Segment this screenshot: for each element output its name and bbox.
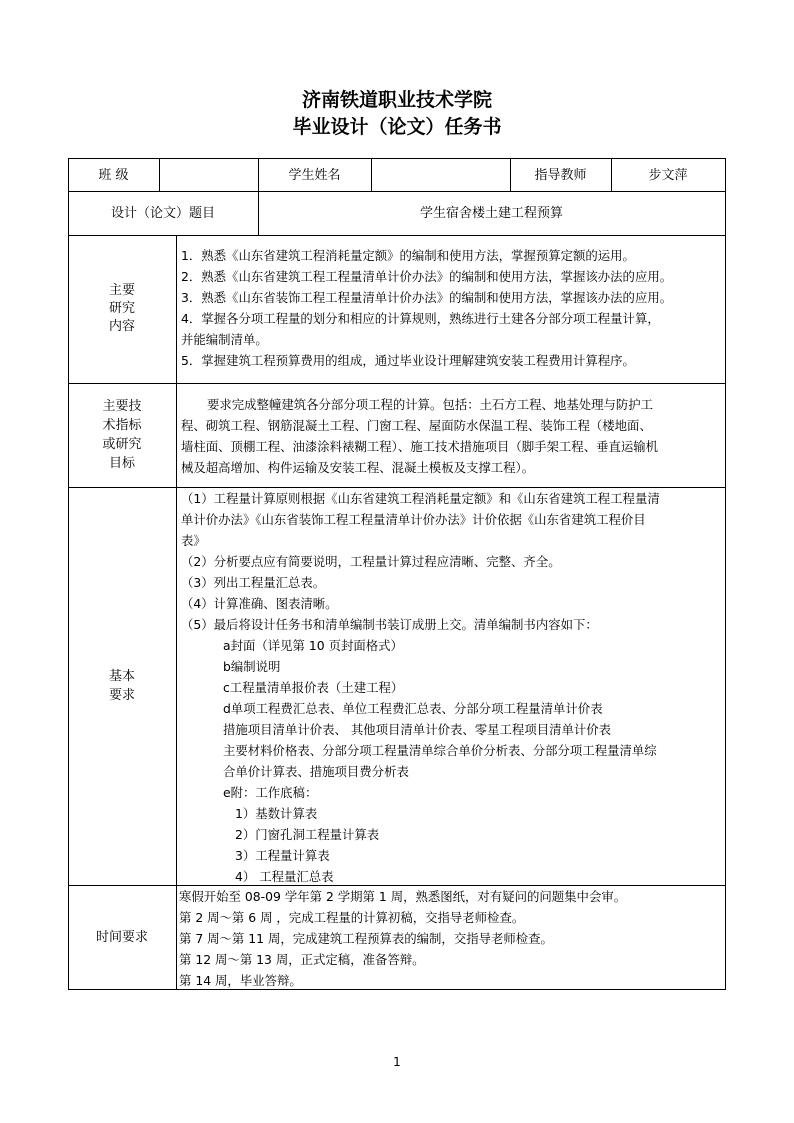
content-line: c工程量清单报价表（土建工程） — [223, 680, 404, 695]
content-line: 4．掌握各分项工程量的划分和相应的计算规则，熟练进行土建各分部分项工程量计算， — [181, 311, 660, 326]
page-number: 1 — [393, 1055, 401, 1069]
schedule — [179, 886, 724, 991]
appendix-list — [223, 803, 726, 887]
label-line: 或研究 — [102, 437, 142, 452]
research-content — [181, 245, 726, 371]
content-line: e附：工作底稿： — [223, 785, 318, 800]
label-line: 研究 — [108, 301, 135, 316]
technical-targets-label — [68, 383, 176, 487]
content-line: 1）基数计算表 — [235, 806, 318, 821]
content-line: 寒假开始至 08-09 学年第 2 学期第 1 周，熟悉图纸，对有疑问的问题集中会审。 — [179, 889, 627, 904]
research-content-label — [68, 235, 176, 383]
schedule-label — [68, 885, 176, 989]
content-line: 3．熟悉《山东省装饰工程工程量清单计价办法》的编制和使用方法，掌握该办法的应用。 — [181, 290, 673, 305]
content-line: 械及超高增加、构件运输及安装工程、混凝土模板及支撑工程）。 — [181, 460, 535, 475]
content-line: a封面（详见第 10 页封面格式） — [223, 638, 403, 653]
label-line: 要求 — [108, 688, 135, 703]
label-line: 目标 — [108, 456, 135, 471]
content-line: （5）最后将设计任务书和清单编制书装订成册上交。清单编制书内容如下： — [181, 617, 598, 632]
content-line: 合单价计算表、措施项目费分析表 — [223, 764, 409, 779]
basic-requirements-label — [68, 487, 176, 885]
label-line: 术指标 — [102, 418, 142, 433]
content-line: 1．熟悉《山东省建筑工程消耗量定额》的编制和使用方法，掌握预算定额的运用。 — [181, 248, 635, 263]
student-name-label: 学生姓名 — [288, 168, 341, 183]
technical-targets — [181, 394, 726, 478]
school-title: 济南铁道职业技术学院 — [301, 89, 492, 111]
content-line: 3）工程量计算表 — [235, 848, 330, 863]
content-line: （1）工程量计算原则根据《山东省建筑工程消耗量定额》和《山东省建筑工程工程量清 — [181, 491, 660, 506]
advisor-value: 步文萍 — [648, 168, 688, 183]
content-line: 措施项目清单计价表、 其他项目清单计价表、零星工程项目清单计价表 — [223, 722, 612, 737]
content-line: 5．掌握建筑工程预算费用的组成，通过毕业设计理解建筑安装工程费用计算程序。 — [181, 353, 635, 368]
label-line: 基本 — [108, 669, 135, 684]
content-line: 2．熟悉《山东省建筑工程工程量清单计价办法》的编制和使用方法，掌握该办法的应用。 — [181, 269, 673, 284]
content-line: 2）门窗孔洞工程量计算表 — [235, 827, 380, 842]
topic-value: 学生宿舍楼土建工程预算 — [419, 206, 563, 221]
content-line: d单项工程费汇总表、单位工程费汇总表、分部分项工程量清单计价表 — [223, 701, 603, 716]
content-line: 第 2 周～第 6 周 ，完成工程量的计算初稿，交指导老师检查。 — [179, 910, 525, 925]
content-line: 表》 — [181, 533, 206, 548]
content-line: （3）列出工程量汇总表。 — [181, 575, 326, 590]
label-line: 主要技 — [102, 399, 142, 414]
label-line: 内容 — [108, 319, 135, 334]
content-line: 第 12 周～第 13 周，正式定稿，准备答辩。 — [179, 952, 425, 967]
content-line: 第 7 周～第 11 周，完成建筑工程预算表的编制，交指导老师检查。 — [179, 931, 553, 946]
document-title: 毕业设计（论文）任务书 — [292, 116, 502, 138]
class-label: 班 级 — [98, 168, 129, 183]
content-line: 程、砌筑工程、钢筋混凝土工程、门窗工程、屋面防水保温工程、装饰工程（楼地面、 — [181, 418, 652, 433]
content-line: b编制说明 — [223, 659, 281, 674]
topic-label: 设计（论文）题目 — [110, 206, 215, 221]
content-line: 主要材料价格表、分部分项工程量清单综合单价分析表、分部分项工程量清单综 — [223, 743, 657, 758]
content-line: （4）计算准确、图表清晰。 — [181, 596, 338, 611]
content-line: 墙柱面、顶棚工程、油漆涂料裱糊工程）、施工技术措施项目（脚手架工程、垂直运输机 — [181, 439, 659, 454]
content-line: 并能编制清单。 — [181, 332, 268, 347]
content-line: （2）分析要点应有简要说明，工程量计算过程应清晰、完整、齐全。 — [181, 554, 561, 569]
content-line: 4） 工程量汇总表 — [235, 869, 334, 884]
basic-requirements — [181, 488, 726, 887]
content-line: 要求完成整幢建筑各分部分项工程的计算。包括：土石方工程、地基处理与防护工 — [207, 397, 654, 412]
content-line: 单计价办法》《山东省装饰工程工程量清单计价办法》计价依据《山东省建筑工程价目 — [181, 512, 646, 527]
label-line: 主要 — [108, 283, 135, 298]
advisor-label: 指导教师 — [534, 168, 587, 183]
content-line: 第 14 周，毕业答辩。 — [179, 973, 302, 988]
label-line: 时间要求 — [95, 929, 148, 945]
report-contents-list — [181, 635, 726, 887]
